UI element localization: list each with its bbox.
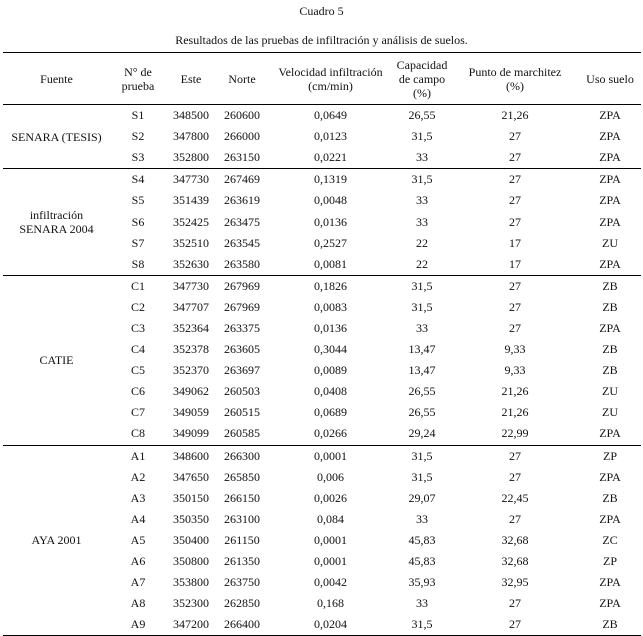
cell-prueba: S7: [131, 235, 145, 250]
cell-velocidad: 0,168: [317, 596, 344, 611]
cell-uso-suelo: ZPA: [599, 511, 621, 526]
cell-punto-marchitez: 27: [451, 614, 579, 636]
cell-norte: 260600: [216, 105, 268, 127]
cell-velocidad: 0,0123: [314, 129, 347, 144]
cell-velocidad: 0,0026: [314, 490, 347, 505]
cell-este: 353800: [173, 575, 209, 590]
cell-norte: 263605: [224, 342, 260, 357]
cell-prueba: A5: [130, 532, 146, 547]
cell-norte: 262850: [224, 596, 260, 611]
cell-capacidad: 26,55: [393, 105, 451, 127]
table-row: [3, 105, 641, 127]
cell-este: 349062: [173, 384, 209, 399]
cell-punto-marchitez: 27: [509, 320, 521, 335]
cell-punto-marchitez: 32,95: [501, 575, 529, 590]
cell-norte: 260585: [224, 426, 260, 441]
cell-uso-suelo: ZPA: [599, 596, 621, 611]
cell-punto-marchitez: 22,45: [501, 490, 529, 505]
cell-uso-suelo: ZB: [579, 614, 641, 636]
cell-prueba: A4: [130, 511, 146, 526]
cell-norte: 265850: [224, 469, 260, 484]
cell-punto-marchitez: 27: [451, 445, 579, 467]
cell-uso-suelo: ZC: [602, 532, 618, 547]
cell-prueba: S8: [131, 256, 145, 271]
header-uso-suelo: Uso suelo: [579, 53, 641, 105]
cell-capacidad: 29,07: [408, 490, 436, 505]
cell-velocidad: 0,0001: [314, 554, 347, 569]
cell-punto-marchitez: 32,68: [501, 554, 529, 569]
cell-prueba: C4: [130, 342, 145, 357]
cell-este: 352510: [173, 235, 209, 250]
cell-capacidad: 45,83: [408, 554, 436, 569]
header-capacidad: Capacidad de campo (%): [393, 53, 451, 105]
table-row: [3, 169, 641, 191]
cell-prueba: S5: [131, 193, 145, 208]
cell-este: 347200: [166, 614, 216, 636]
cell-uso-suelo: ZU: [602, 384, 618, 399]
cell-norte: 267469: [216, 169, 268, 191]
header-norte: Norte: [216, 53, 268, 105]
cell-uso-suelo: ZB: [602, 490, 618, 505]
cell-uso-suelo: ZPA: [599, 426, 621, 441]
cell-este: 350350: [173, 511, 209, 526]
cell-capacidad: 22: [416, 256, 428, 271]
cell-fuente: SENARA (TESIS): [3, 105, 110, 169]
cell-punto-marchitez: 27: [509, 129, 521, 144]
cell-velocidad: 0,2527: [314, 235, 347, 250]
cell-capacidad: 26,55: [408, 405, 436, 420]
cell-norte: 261350: [224, 554, 260, 569]
cell-capacidad: 31,5: [393, 445, 451, 467]
cell-velocidad: 0,0083: [314, 299, 347, 314]
cell-velocidad: 0,0689: [314, 405, 347, 420]
cell-norte: 261150: [224, 532, 260, 547]
cell-punto-marchitez: 27: [509, 596, 521, 611]
cell-norte: 260503: [224, 384, 260, 399]
cell-velocidad: 0,0408: [314, 384, 347, 399]
cell-fuente: infiltración SENARA 2004: [3, 169, 110, 275]
cell-norte: 267969: [224, 299, 260, 314]
cell-fuente: CATIE: [3, 275, 110, 445]
header-este: Este: [166, 53, 216, 105]
cell-prueba: S1: [110, 105, 166, 127]
cell-este: 349099: [173, 426, 209, 441]
cell-este: 352370: [173, 363, 209, 378]
cell-prueba: A2: [130, 469, 146, 484]
cell-uso-suelo: ZB: [602, 342, 618, 357]
cell-punto-marchitez: 21,26: [501, 405, 529, 420]
cell-uso-suelo: ZPA: [579, 105, 641, 127]
cell-velocidad: 0,084: [317, 511, 344, 526]
cell-este: 352425: [173, 214, 209, 229]
cell-este: 347707: [173, 299, 209, 314]
cell-capacidad: 31,5: [393, 614, 451, 636]
cell-punto-marchitez: 22,99: [501, 426, 529, 441]
cell-capacidad: 13,47: [408, 363, 436, 378]
cell-este: 350150: [173, 490, 209, 505]
cell-prueba: C6: [130, 384, 145, 399]
cell-prueba: S2: [131, 129, 145, 144]
cell-prueba: A3: [130, 490, 146, 505]
cell-norte: 263475: [224, 214, 260, 229]
cell-norte: 267969: [216, 275, 268, 297]
table-caption: Cuadro 5: [299, 4, 344, 18]
cell-norte: 263545: [224, 235, 260, 250]
cell-velocidad: 0,1319: [268, 169, 393, 191]
table-body: [3, 105, 641, 636]
cell-este: 348600: [166, 445, 216, 467]
cell-punto-marchitez: 27: [509, 214, 521, 229]
cell-capacidad: 13,47: [408, 342, 436, 357]
cell-este: 352364: [173, 320, 209, 335]
cell-capacidad: 35,93: [408, 575, 436, 590]
cell-capacidad: 31,5: [411, 129, 433, 144]
table-subtitle: Resultados de las pruebas de infiltración y análisis de suelos.: [175, 33, 468, 47]
cell-velocidad: 0,0204: [268, 614, 393, 636]
cell-prueba: S4: [110, 169, 166, 191]
cell-punto-marchitez: 27: [451, 169, 579, 191]
cell-punto-marchitez: 27: [509, 193, 521, 208]
cell-prueba: C1: [110, 275, 166, 297]
cell-uso-suelo: ZPA: [599, 193, 621, 208]
cell-velocidad: 0,0081: [314, 256, 347, 271]
cell-uso-suelo: ZB: [602, 363, 618, 378]
cell-norte: 266300: [216, 445, 268, 467]
cell-norte: 263150: [224, 150, 260, 165]
cell-capacidad: 45,83: [408, 532, 436, 547]
cell-uso-suelo: ZPA: [599, 256, 621, 271]
cell-uso-suelo: ZPA: [579, 169, 641, 191]
cell-velocidad: 0,0136: [314, 320, 347, 335]
cell-este: 350400: [173, 532, 209, 547]
cell-prueba: A9: [110, 614, 166, 636]
cell-norte: 263375: [224, 320, 260, 335]
header-row: [3, 53, 641, 105]
cell-uso-suelo: ZPA: [599, 129, 621, 144]
cell-capacidad: 33: [416, 193, 428, 208]
cell-velocidad: 0,0048: [314, 193, 347, 208]
cell-uso-suelo: ZPA: [599, 320, 621, 335]
cell-punto-marchitez: 27: [451, 275, 579, 297]
cell-norte: 266400: [216, 614, 268, 636]
cell-capacidad: 29,24: [408, 426, 436, 441]
cell-punto-marchitez: 27: [509, 469, 521, 484]
cell-prueba: S3: [131, 150, 145, 165]
cell-velocidad: 0,3044: [314, 342, 347, 357]
cell-uso-suelo: ZU: [602, 405, 618, 420]
cell-punto-marchitez: 9,33: [504, 342, 526, 357]
cell-velocidad: 0,006: [317, 469, 344, 484]
cell-norte: 263580: [224, 256, 260, 271]
cell-punto-marchitez: 9,33: [504, 363, 526, 378]
cell-capacidad: 33: [416, 511, 428, 526]
cell-capacidad: 33: [416, 320, 428, 335]
cell-este: 351439: [173, 193, 209, 208]
cell-capacidad: 26,55: [408, 384, 436, 399]
cell-este: 348500: [166, 105, 216, 127]
cell-punto-marchitez: 21,26: [451, 105, 579, 127]
cell-velocidad: 0,0136: [314, 214, 347, 229]
cell-prueba: A6: [130, 554, 146, 569]
cell-prueba: A7: [130, 575, 146, 590]
cell-fuente: AYA 2001: [3, 445, 110, 636]
cell-uso-suelo: ZU: [602, 235, 618, 250]
header-punto-marchitez: Punto de marchitez (%): [451, 53, 579, 105]
cell-este: 352378: [173, 342, 209, 357]
cell-velocidad: 0,0089: [314, 363, 347, 378]
cell-este: 352300: [173, 596, 209, 611]
table-row: [3, 275, 641, 297]
cell-punto-marchitez: 27: [509, 299, 521, 314]
cell-velocidad: 0,0042: [314, 575, 347, 590]
cell-capacidad: 31,5: [393, 275, 451, 297]
cell-norte: 263750: [224, 575, 260, 590]
cell-prueba: C5: [130, 363, 145, 378]
cell-capacidad: 31,5: [411, 299, 433, 314]
cell-este: 349059: [173, 405, 209, 420]
cell-este: 352800: [173, 150, 209, 165]
cell-uso-suelo: ZB: [579, 275, 641, 297]
cell-norte: 266000: [224, 129, 260, 144]
cell-prueba: C2: [130, 299, 145, 314]
cell-norte: 260515: [224, 405, 260, 420]
cell-este: 347730: [166, 275, 216, 297]
cell-este: 352630: [173, 256, 209, 271]
cell-norte: 263619: [224, 193, 260, 208]
header-prueba: N° de prueba: [110, 53, 166, 105]
cell-velocidad: 0,0001: [268, 445, 393, 467]
cell-uso-suelo: ZPA: [599, 150, 621, 165]
cell-norte: 263697: [224, 363, 260, 378]
cell-norte: 263100: [224, 511, 260, 526]
cell-este: 347800: [173, 129, 209, 144]
cell-punto-marchitez: 27: [509, 150, 521, 165]
cell-uso-suelo: ZPA: [599, 214, 621, 229]
header-velocidad: Velocidad infiltración (cm/min): [268, 53, 393, 105]
cell-punto-marchitez: 17: [509, 256, 521, 271]
cell-uso-suelo: ZP: [602, 554, 617, 569]
cell-capacidad: 33: [416, 214, 428, 229]
cell-punto-marchitez: 17: [509, 235, 521, 250]
cell-velocidad: 0,0001: [314, 532, 347, 547]
cell-capacidad: 31,5: [393, 169, 451, 191]
header-fuente: Fuente: [3, 53, 110, 105]
cell-este: 350800: [173, 554, 209, 569]
cell-capacidad: 22: [416, 235, 428, 250]
cell-uso-suelo: ZB: [602, 299, 618, 314]
cell-prueba: C7: [130, 405, 145, 420]
cell-prueba: C8: [130, 426, 145, 441]
cell-punto-marchitez: 32,68: [501, 532, 529, 547]
cell-punto-marchitez: 27: [509, 511, 521, 526]
table-row: [3, 445, 641, 467]
cell-velocidad: 0,0649: [268, 105, 393, 127]
cell-este: 347650: [173, 469, 209, 484]
cell-capacidad: 33: [416, 150, 428, 165]
cell-norte: 266150: [224, 490, 260, 505]
cell-uso-suelo: ZPA: [599, 575, 621, 590]
cell-velocidad: 0,0221: [314, 150, 347, 165]
cell-prueba: A1: [110, 445, 166, 467]
cell-uso-suelo: ZPA: [599, 469, 621, 484]
cell-uso-suelo: ZP: [579, 445, 641, 467]
cell-velocidad: 0,0266: [314, 426, 347, 441]
cell-prueba: S6: [131, 214, 145, 229]
cell-punto-marchitez: 21,26: [501, 384, 529, 399]
cell-capacidad: 31,5: [411, 469, 433, 484]
cell-velocidad: 0,1826: [268, 275, 393, 297]
cell-capacidad: 33: [416, 596, 428, 611]
results-table: [3, 52, 641, 636]
cell-prueba: C3: [130, 320, 145, 335]
cell-prueba: A8: [130, 596, 146, 611]
cell-este: 347730: [166, 169, 216, 191]
